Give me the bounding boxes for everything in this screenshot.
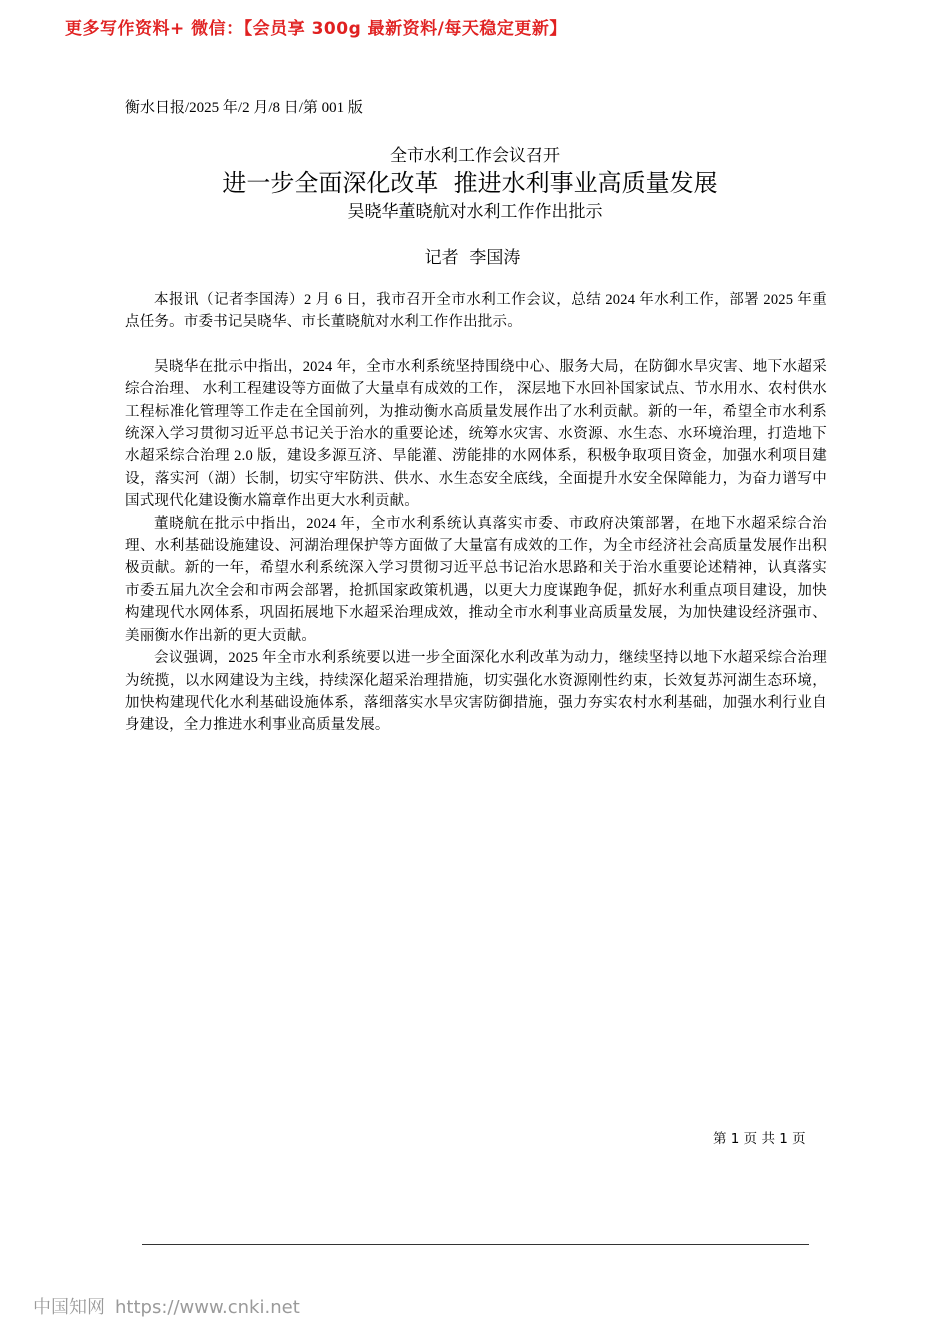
article-headline: 进一步全面深化改革 推进水利事业高质量发展 — [222, 169, 718, 197]
footer-divider — [142, 1244, 809, 1245]
source-line: 衡水日报/2025 年/2 月/8 日/第 001 版 — [125, 100, 363, 116]
article-paragraph: 董晓航在批示中指出，2024 年，全市水利系统认真落实市委、市政府决策部署，在地下水超采综合治理、水利基础设施建设、河湖治理保护等方面做了大量富有成效的工作，为全市经济社会高质量发展作出积极贡献。新的一年，希望水利系统深入学习贯彻习近平总书记治水思路和关于治水重要论述精神，认真落实市委五届九次全会和市两会部署，抢抓国家政策机遇，以更大力度谋跑争促，抓好水利重点项目建设，加快构建现代水网体系，巩固拓展地下水超采治理成效，推动全市水利事业高质量发展，为加快建设经济强市、美丽衡水作出新的更大贡献。 — [125, 515, 827, 644]
article-body — [125, 289, 827, 737]
article-subhead: 吴晓华董晓航对水利工作作出批示 — [347, 202, 603, 222]
article-paragraph: 会议强调，2025 年全市水利系统要以进一步全面深化水利改革为动力，继续坚持以地下水超采综合治理为统揽，以水网建设为主线，持续深化超采治理措施，切实强化水资源刚性约束，长效复苏河湖生态环境，加快构建现代化水利基础设施体系，落细落实水旱灾害防御措施，强力夯实农村水利基础，加强水利行业自身建设，全力推进水利事业高质量发展。 — [125, 650, 827, 734]
article-byline: 记者 李国涛 — [424, 248, 521, 268]
page-number: 第 1 页 共 1 页 — [713, 1131, 806, 1147]
article-kicker: 全市水利工作会议召开 — [390, 146, 560, 166]
article-paragraph: 吴晓华在批示中指出，2024 年，全市水利系统坚持围绕中心、服务大局，在防御水旱灾害、地下水超采综合治理、 水利工程建设等方面做了大量卓有成效的工作， 深层地下水回补国家试点、节水用水、农村供水工程标准化管理等工作走在全国前列，为推动衡水高质量发展作出了水利贡献。新的一年，希望全市水利系统深入学习贯彻习近平总书记关于治水的重要论述，统筹水灾害、水资源、水生态、水环境治理，打造地下水超采综合治理 2.0 版，建设多源互济、旱能灌、涝能排的水网体系，积极争取项目资金，加强水利项目建设，落实河（湖）长制，切实守牢防洪、供水、水生态安全底线，全面提升水安全保障能力，为奋力谱写中国式现代化建设衡水篇章作出更大水利贡献。 — [125, 358, 827, 510]
cnki-watermark[interactable] — [33, 1293, 300, 1319]
watermark-url[interactable]: https://www.cnki.net — [115, 1297, 300, 1318]
promo-banner[interactable]: 更多写作资料+ 微信：【会员享 300g 最新资料/每天稳定更新】 — [65, 19, 567, 39]
watermark-name: 中国知网 — [33, 1297, 105, 1318]
article-paragraph: 本报讯（记者李国涛）2 月 6 日，我市召开全市水利工作会议，总结 2024 年水利工作，部署 2025 年重点任务。市委书记吴晓华、市长董晓航对水利工作作出批示。 — [125, 292, 827, 331]
